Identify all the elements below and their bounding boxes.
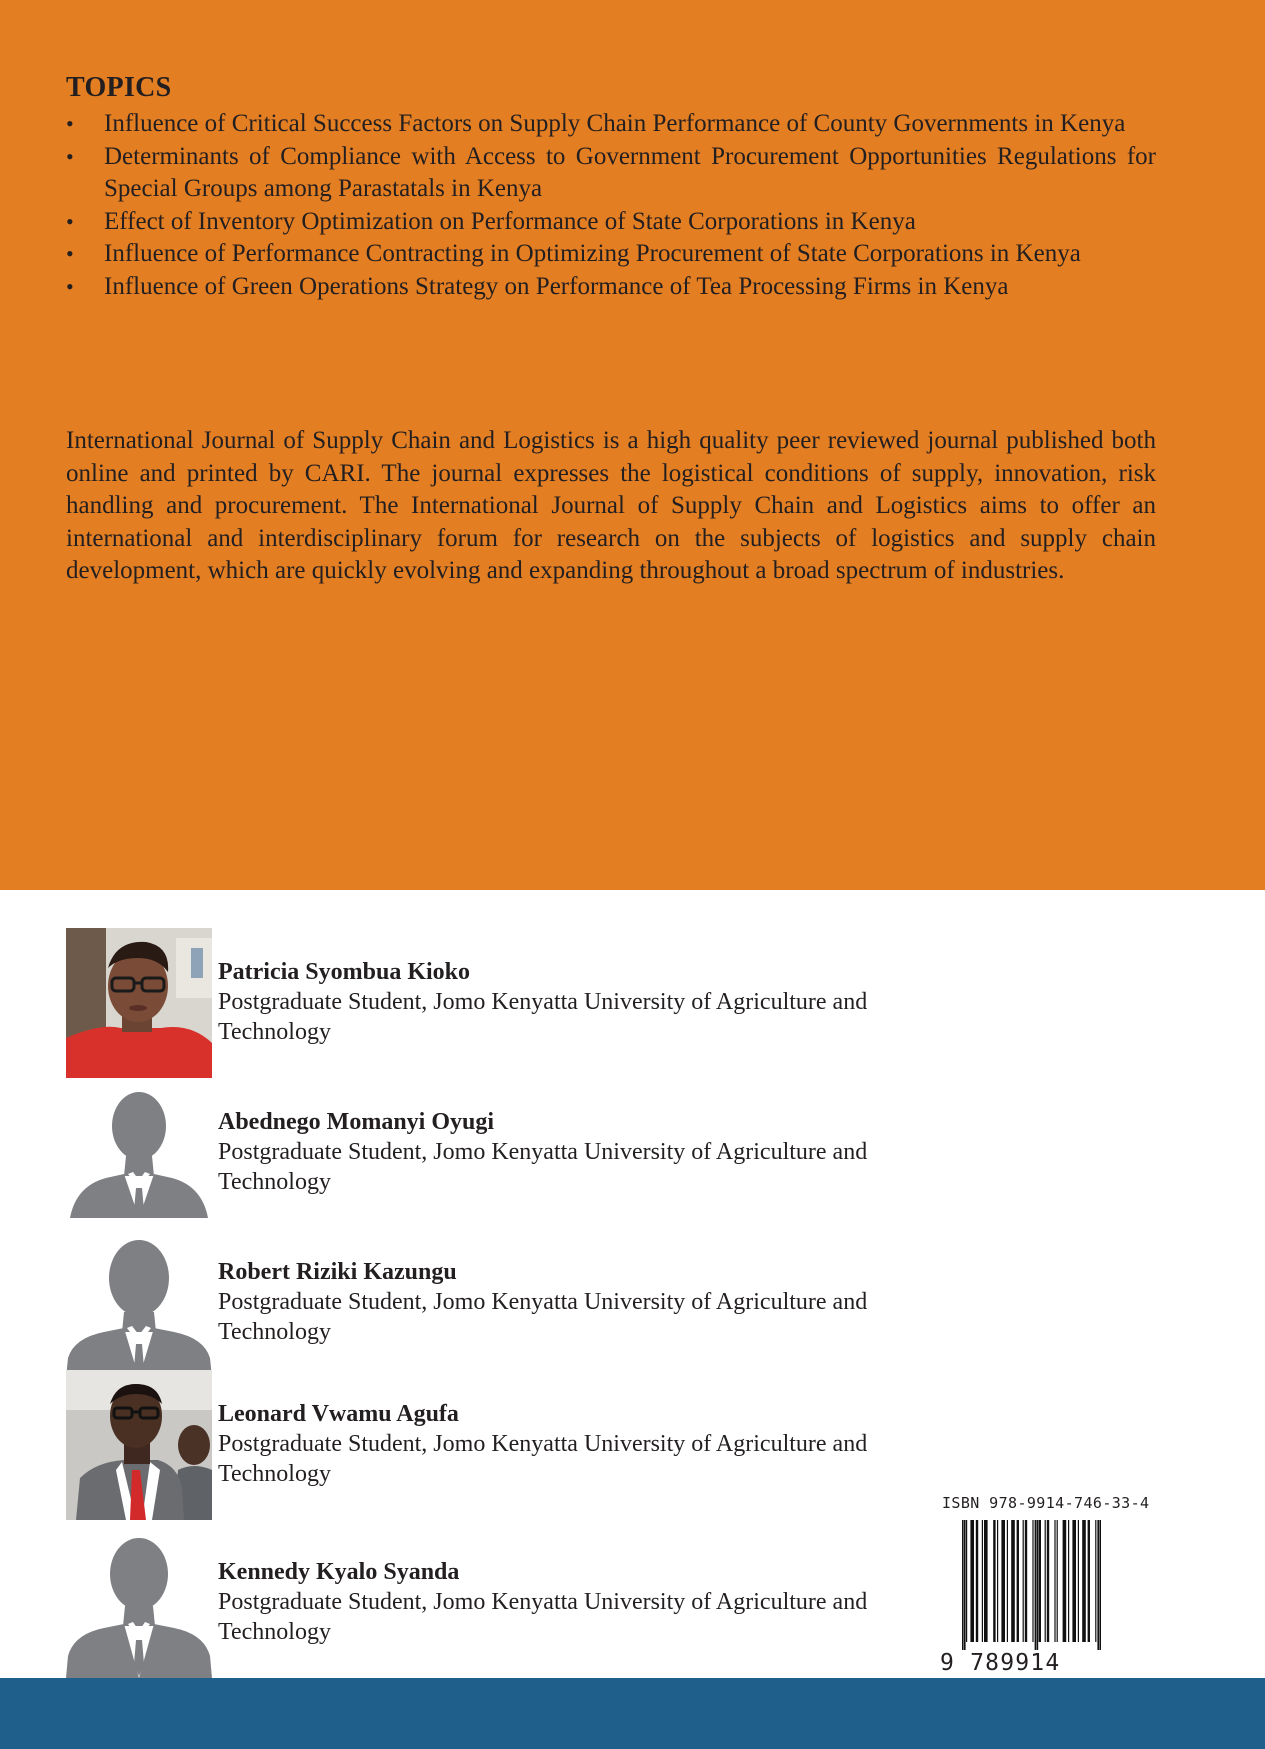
barcode-bar	[1082, 1520, 1086, 1642]
barcode-bar	[1007, 1520, 1008, 1642]
barcode-bar	[1039, 1520, 1041, 1642]
silhouette-icon	[66, 1528, 212, 1678]
barcode-bar	[976, 1520, 978, 1642]
barcode-guard-bar	[964, 1520, 966, 1650]
barcode-bar	[1045, 1520, 1046, 1642]
topic-item	[66, 271, 1156, 304]
author-text	[218, 1257, 938, 1347]
topic-item	[66, 108, 1156, 141]
author-affiliation: Postgraduate Student, Jomo Kenyatta University of Agriculture and	[218, 1139, 868, 1165]
barcode-digits: 9 789914	[940, 1650, 1061, 1676]
bullet-icon: •	[66, 241, 74, 266]
barcode-bar	[1068, 1520, 1069, 1642]
barcode-bar	[1072, 1520, 1076, 1642]
author-text	[218, 1107, 938, 1197]
author-affiliation-cont: Technology	[218, 1319, 331, 1345]
barcode-guard-bar	[1099, 1520, 1101, 1650]
topic-item	[66, 141, 1156, 206]
author-affiliation: Postgraduate Student, Jomo Kenyatta University of Agriculture and	[218, 989, 868, 1015]
silhouette-icon	[66, 1078, 212, 1228]
barcode-bar	[982, 1520, 983, 1642]
topic-text: Influence of Performance Contracting in Optimizing Procurement of State Corporations in Kenya	[104, 240, 1081, 267]
footer-band	[0, 1678, 1265, 1749]
topic-text: Effect of Inventory Optimization on Performance of State Corporations in Kenya	[104, 207, 916, 235]
barcode-guard-bar	[1035, 1520, 1037, 1650]
barcode-bar	[1023, 1520, 1024, 1642]
bullet-icon: •	[66, 273, 74, 299]
barcode-bar	[966, 1520, 967, 1642]
barcode-guard-bar	[1097, 1520, 1099, 1650]
barcode-bar	[1057, 1520, 1058, 1642]
barcode-bar	[1032, 1520, 1033, 1642]
author-affiliation-cont: Technology	[218, 1461, 331, 1487]
barcode-bar	[1025, 1520, 1027, 1642]
barcode-bar	[997, 1520, 998, 1642]
author-name: Abednego Momanyi Oyugi	[218, 1109, 495, 1135]
author-entry	[66, 928, 966, 1078]
barcode-guard-bar	[1037, 1520, 1039, 1650]
author-name: Patricia Syombua Kioko	[218, 959, 471, 985]
author-affiliation: Postgraduate Student, Jomo Kenyatta University of Agriculture and	[218, 1289, 868, 1315]
author-photo	[66, 928, 212, 1078]
author-name: Kennedy Kyalo Syanda	[218, 1559, 460, 1585]
barcode-bar	[1095, 1520, 1096, 1642]
author-affiliation-cont: Technology	[218, 1169, 331, 1195]
author-photo	[66, 1370, 212, 1520]
isbn-barcode-block	[940, 1494, 1158, 1678]
author-text	[218, 957, 938, 1047]
author-entry	[66, 1078, 966, 1228]
author-affiliation-cont: Technology	[218, 1019, 331, 1045]
journal-description: International Journal of Supply Chain and Logistics is a high quality peer reviewed journal published both online and printed by CARI. The journal expresses the logistical conditions of supply, innovation, risk handling and procurement. The International Journal of Supply Chain and Logistics aims to offer an international and interdisciplinary forum for research on the subjects of logistics and supply chain development, which are quickly evolving and expanding throughout a broad spectrum of industries.	[66, 427, 1156, 584]
barcode-bar	[970, 1520, 974, 1642]
author-affiliation-cont: Technology	[218, 1619, 331, 1645]
author-entry	[66, 1528, 966, 1678]
author-name: Robert Riziki Kazungu	[218, 1259, 457, 1285]
barcode-bar	[1078, 1520, 1079, 1642]
topic-text: Determinants of Compliance with Access to Government Procurement Opportunities Regulations for Special Groups among Parastatals in Kenya	[104, 142, 1156, 202]
topic-item	[66, 238, 1156, 271]
topics-list	[66, 108, 1156, 303]
bullet-icon: •	[66, 111, 74, 136]
silhouette-icon	[66, 1228, 212, 1378]
barcode-bar	[1054, 1520, 1055, 1642]
barcode-bar	[1063, 1520, 1067, 1642]
bullet-icon: •	[66, 143, 74, 169]
topics-heading: TOPICS	[66, 72, 172, 103]
barcode-bar	[1011, 1520, 1015, 1642]
barcode-guard-bar	[962, 1520, 964, 1650]
barcode-bar	[1017, 1520, 1019, 1642]
author-text	[218, 1399, 938, 1489]
author-text	[218, 1557, 938, 1647]
barcode-bar	[993, 1520, 995, 1642]
author-entry	[66, 1370, 966, 1520]
barcode-bar	[1088, 1520, 1090, 1642]
author-affiliation: Postgraduate Student, Jomo Kenyatta University of Agriculture and	[218, 1589, 868, 1615]
barcode-graphic	[940, 1520, 1158, 1650]
isbn-label: ISBN 978-9914-746-33-4	[942, 1494, 1150, 1512]
topic-text: Influence of Green Operations Strategy on Performance of Tea Processing Firms in Kenya	[104, 272, 1009, 300]
topic-item	[66, 206, 1156, 239]
topic-text: Influence of Critical Success Factors on Supply Chain Performance of County Governments in Kenya	[104, 110, 1126, 137]
author-entry	[66, 1228, 966, 1378]
author-affiliation: Postgraduate Student, Jomo Kenyatta University of Agriculture and	[218, 1431, 868, 1457]
barcode-bar	[984, 1520, 988, 1642]
barcode-bar	[1001, 1520, 1005, 1642]
bullet-icon: •	[66, 208, 74, 234]
barcode-bar	[1047, 1520, 1049, 1642]
author-name: Leonard Vwamu Agufa	[218, 1401, 459, 1427]
